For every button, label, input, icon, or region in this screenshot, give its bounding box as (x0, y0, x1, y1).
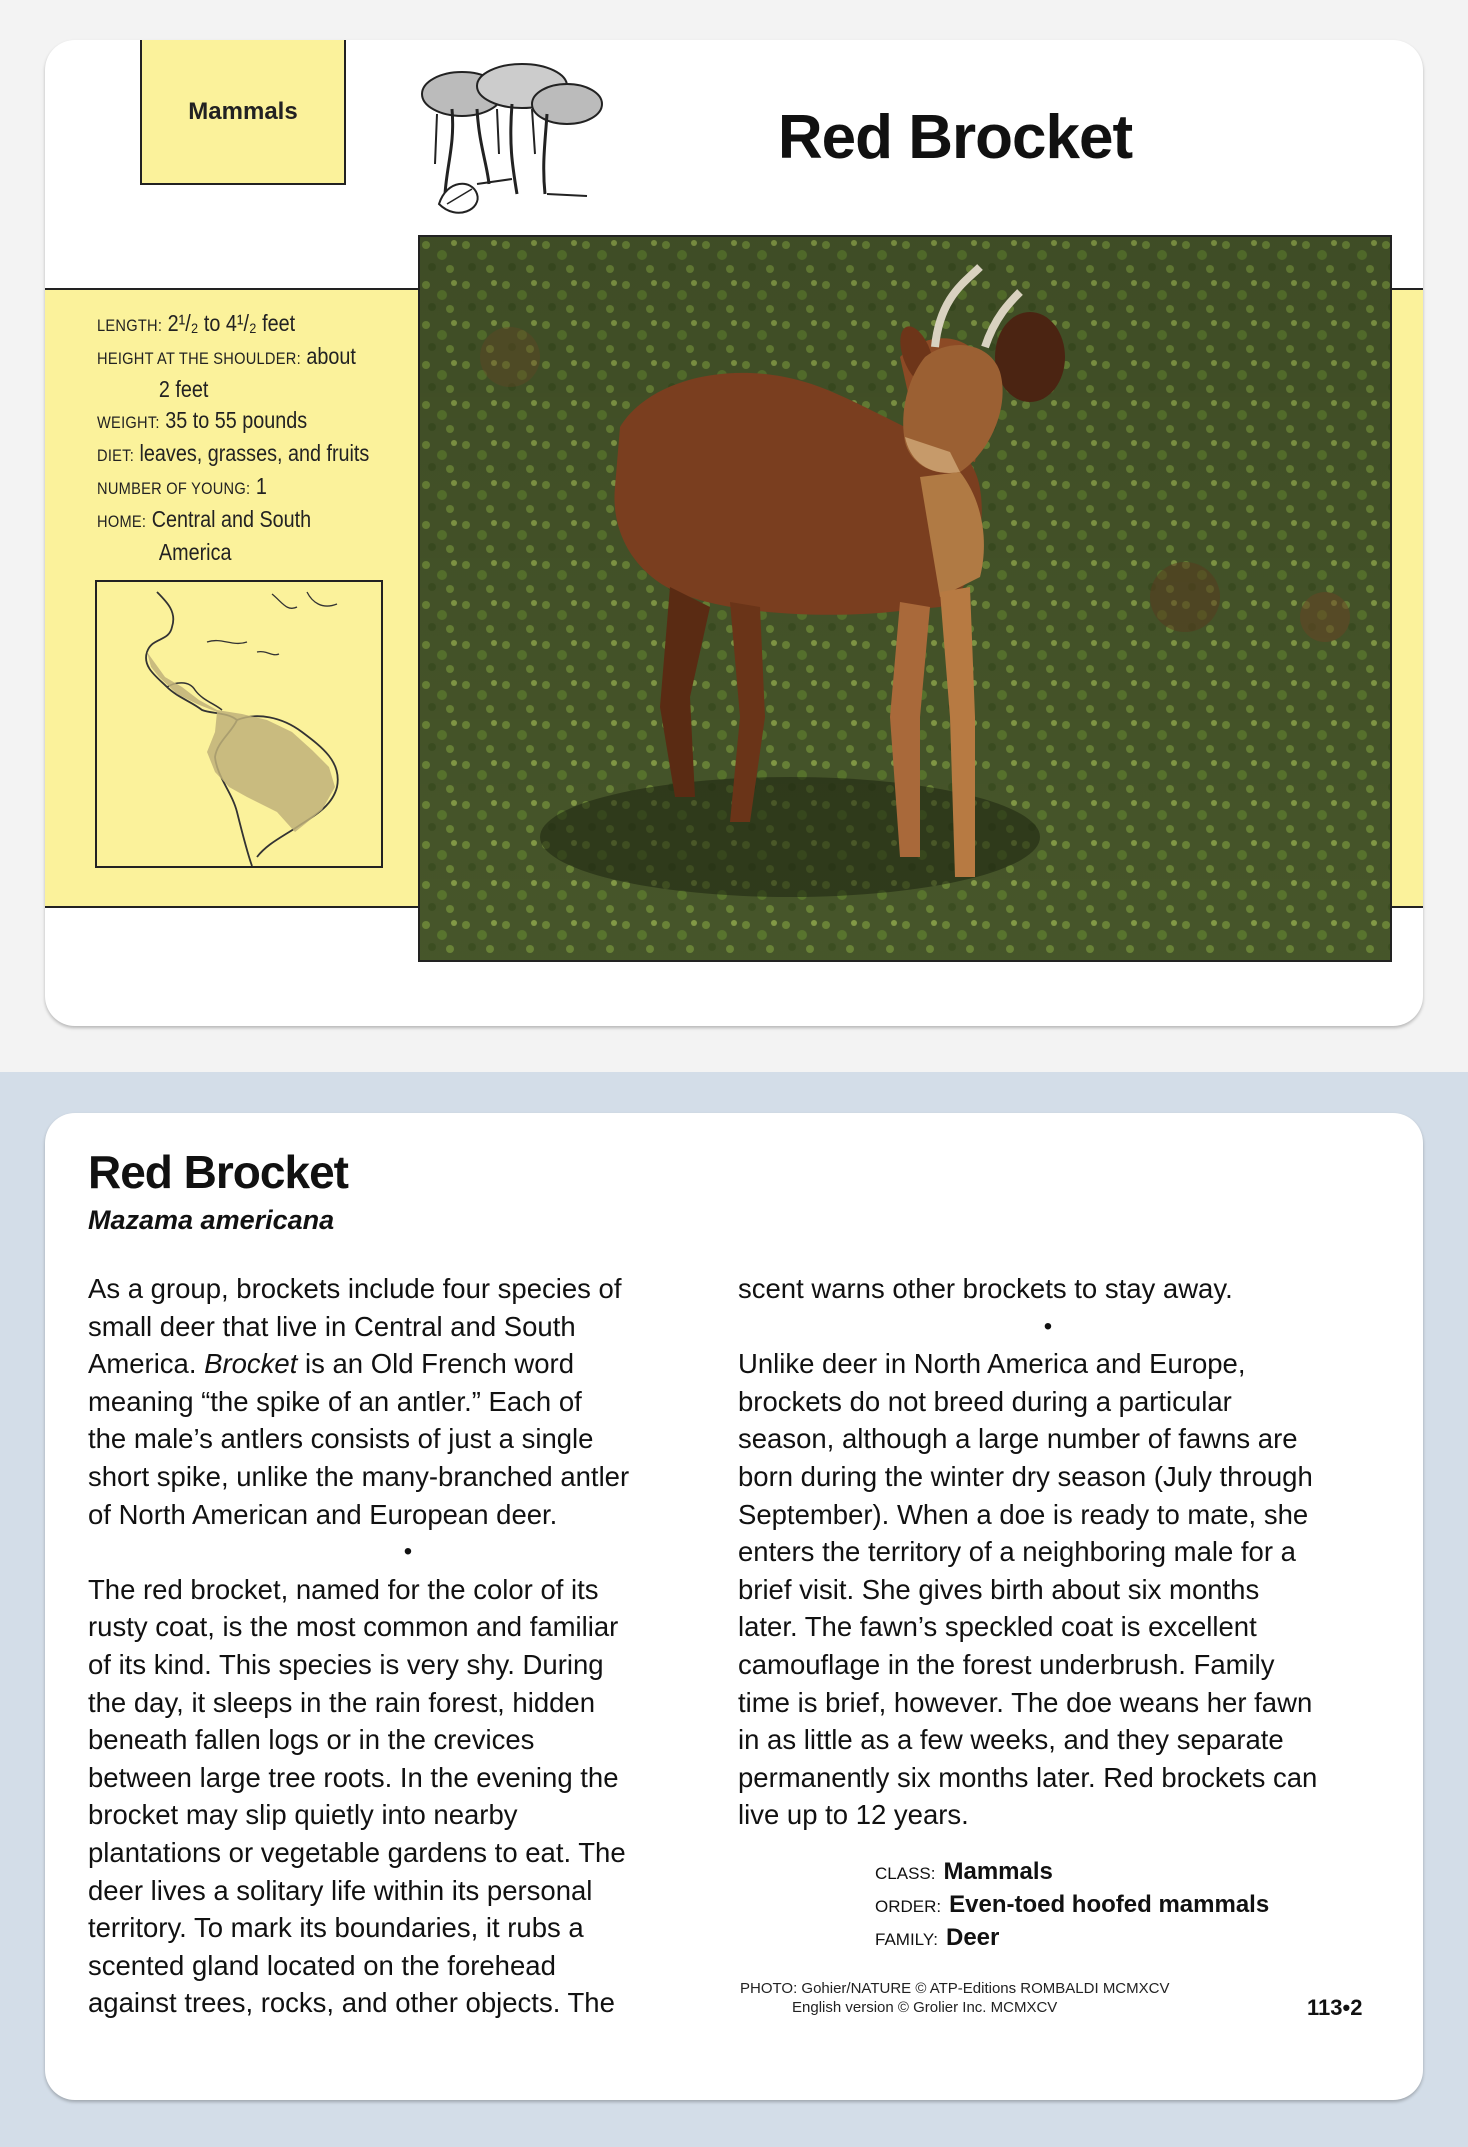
card-title: Red Brocket (777, 103, 1133, 172)
credit-line-1: Gohier/NATURE © ATP-Editions ROMBALDI MCMXCV (801, 1980, 1170, 1997)
text-line: between large tree roots. In the evening the (88, 1761, 619, 1793)
text-line: territory. To mark its boundaries, it rubs a (88, 1912, 584, 1944)
text-line: short spike, unlike the many-branched antler (88, 1460, 630, 1492)
paragraph-separator: • (1043, 1312, 1053, 1340)
paragraph-separator: • (403, 1538, 413, 1566)
text-line: the day, it sleeps in the rain forest, hidden (88, 1686, 596, 1718)
text-line: permanently six months later. Red brockets can (738, 1761, 1318, 1793)
text-line: rusty coat, is the most common and familiar (88, 1611, 619, 1643)
fact-weight: WEIGHT: 35 to 55 pounds (97, 407, 308, 433)
photo-credits (740, 1979, 1169, 2017)
text-line: beneath fallen logs or in the crevices (88, 1724, 535, 1756)
text-line: against trees, rocks, and other objects. The (88, 1987, 615, 2019)
text-line: brocket may slip quietly into nearby (88, 1799, 518, 1831)
text-line: September). When a doe is ready to mate, she (738, 1498, 1309, 1530)
text-line: live up to 12 years. (738, 1799, 969, 1831)
taxonomy-order: ORDER: Even-toed hoofed mammals (875, 1891, 1270, 1918)
scientific-name: Mazama americana (88, 1205, 335, 1235)
text-line: time is brief, however. The doe weans her fawn (738, 1686, 1313, 1718)
text-column-left (88, 1270, 728, 2022)
red-brocket-photo (418, 235, 1392, 962)
text-line: of North American and European deer. (88, 1498, 558, 1530)
text-line: deer lives a solitary life within its personal (88, 1874, 593, 1906)
category-tab (140, 40, 346, 185)
fact-home: HOME: Central and South (97, 506, 312, 532)
text-line: brockets do not breed during a particular (738, 1385, 1232, 1417)
text-line: later. The fawn’s speckled coat is excellent (738, 1611, 1257, 1643)
text-line: Unlike deer in North America and Europe, (738, 1348, 1246, 1380)
text-line: of its kind. This species is very shy. During (88, 1648, 604, 1680)
fact-young: NUMBER OF YOUNG: 1 (97, 473, 267, 499)
text-line: America. Brocket is an Old French word (88, 1348, 575, 1380)
text-line: The red brocket, named for the color of its (88, 1573, 599, 1605)
text-line: enters the territory of a neighboring male for a (738, 1536, 1296, 1568)
fact-length: LENGTH: 2¹/₂ to 4¹/₂ feet (97, 310, 296, 336)
text-line: the male’s antlers consists of just a single (88, 1423, 594, 1455)
taxonomy-class: CLASS: Mammals (875, 1858, 1053, 1885)
text-line: in as little as a few weeks, and they separate (738, 1724, 1284, 1756)
text-line: camouflage in the forest underbrush. Family (738, 1648, 1275, 1680)
taxonomy-block (875, 1856, 1269, 1955)
text-line: born during the winter dry season (July through (738, 1460, 1313, 1492)
fact-height: HEIGHT AT THE SHOULDER: about (97, 343, 356, 369)
credit-line-2: English version © Grolier Inc. MCMXCV (792, 1999, 1058, 2016)
facts-list (97, 308, 407, 568)
text-line: scented gland located on the forehead (88, 1949, 556, 1981)
text-column-right (738, 1270, 1358, 1834)
text-line: As a group, brockets include four species of (88, 1273, 622, 1304)
fact-height-cont: 2 feet (158, 376, 209, 402)
category-label: Mammals (188, 97, 298, 125)
card-back (45, 1113, 1423, 2100)
range-map (95, 580, 383, 868)
rainforest-habitat-icon (417, 54, 607, 224)
fact-diet: DIET: leaves, grasses, and fruits (97, 440, 370, 466)
card-front (45, 40, 1423, 1026)
text-line: scent warns other brockets to stay away. (738, 1273, 1233, 1304)
back-title: Red Brocket (88, 1146, 348, 1198)
taxonomy-family: FAMILY: Deer (875, 1924, 1000, 1951)
text-line: meaning “the spike of an antler.” Each of (88, 1385, 582, 1417)
text-line: small deer that live in Central and South (88, 1310, 576, 1342)
photo-label: PHOTO: (740, 1980, 798, 1997)
card-number: 113•2 (1307, 1995, 1363, 2020)
fact-home-cont: America (158, 539, 232, 565)
text-line: plantations or vegetable gardens to eat. The (88, 1836, 626, 1868)
text-line: brief visit. She gives birth about six months (738, 1573, 1260, 1605)
text-line: season, although a large number of fawns are (738, 1423, 1298, 1455)
